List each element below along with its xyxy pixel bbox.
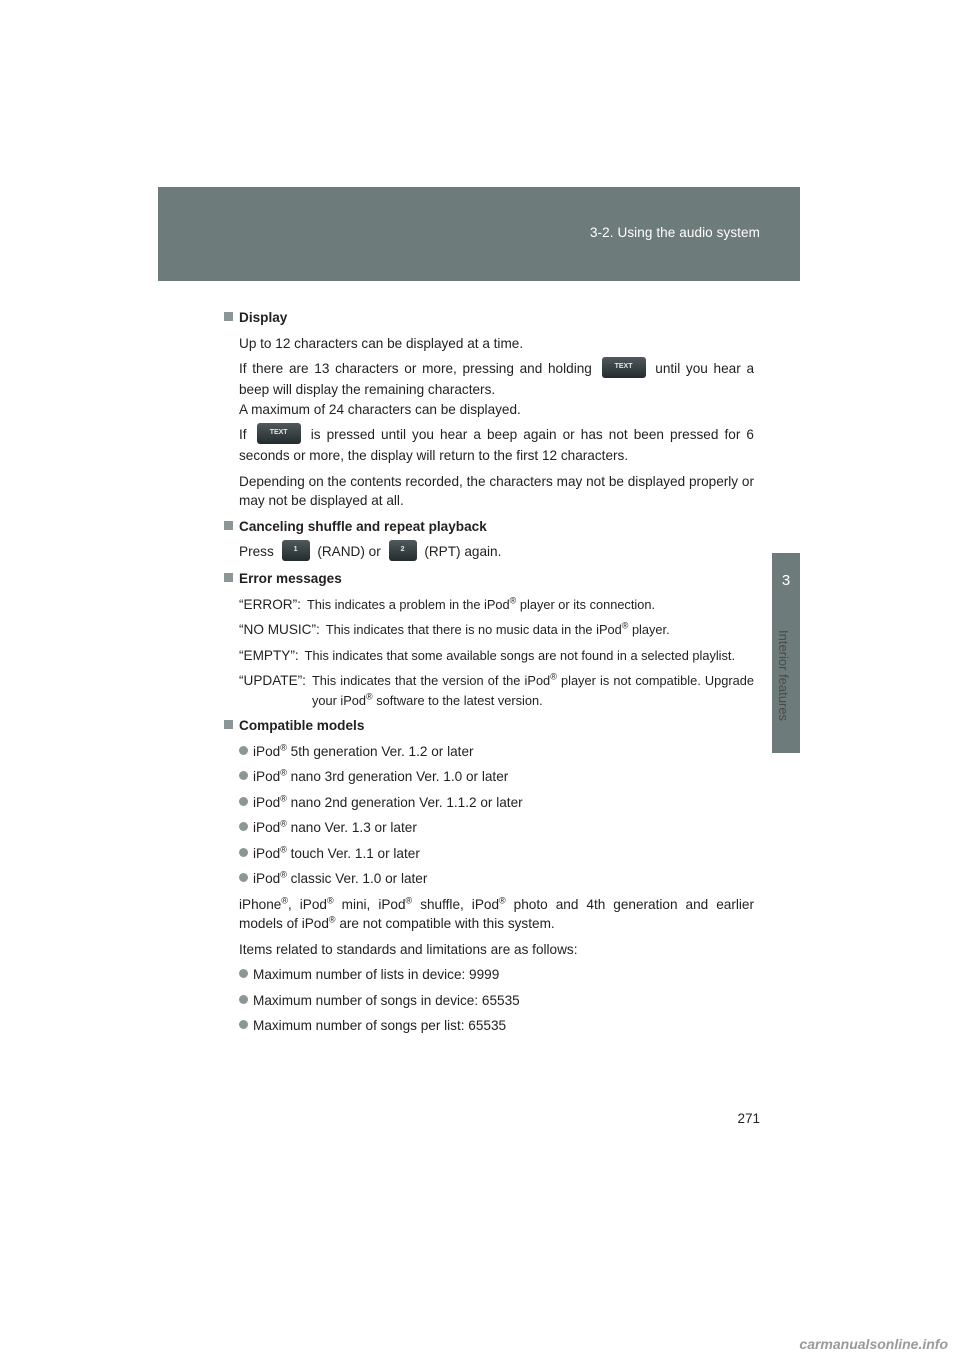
square-bullet-icon xyxy=(224,573,233,582)
page-number: 271 xyxy=(737,1111,760,1126)
error-item: “UPDATE”: This indicates that the version of the iPod® player is not compatible. Upgrade your iPod® software to the latest version. xyxy=(239,671,755,708)
list-item: iPod® nano Ver. 1.3 or later xyxy=(239,818,754,838)
list-item: iPod® classic Ver. 1.0 or later xyxy=(239,869,754,889)
display-p1: Up to 12 characters can be displayed at a time. xyxy=(239,335,524,351)
text-button-icon: TEXT xyxy=(257,423,301,444)
square-bullet-icon xyxy=(224,312,233,321)
circle-bullet-icon xyxy=(239,873,248,882)
circle-bullet-icon xyxy=(239,822,248,831)
incompatible-note: iPhone®, iPod® mini, iPod® shuffle, iPod® photo and 4th generation and earlier models of iPod® are not compatible with this system. xyxy=(239,894,755,931)
list-item: iPod® touch Ver. 1.1 or later xyxy=(239,844,754,864)
list-item: iPod® nano 3rd generation Ver. 1.0 or later xyxy=(239,767,754,787)
circle-bullet-icon xyxy=(239,1020,248,1029)
error-item: “NO MUSIC”: This indicates that there is no music data in the iPod® player. xyxy=(239,620,670,637)
watermark: carmanualsonline.info xyxy=(799,1336,948,1352)
errors-heading: Error messages xyxy=(224,569,754,589)
cancel-heading: Canceling shuffle and repeat playback xyxy=(224,517,754,537)
error-item: “ERROR”: This indicates a problem in the iPod® player or its connection. xyxy=(239,595,656,612)
list-item: Maximum number of songs in device: 65535 xyxy=(239,991,754,1011)
circle-bullet-icon xyxy=(239,746,248,755)
circle-bullet-icon xyxy=(239,995,248,1004)
text-button-icon: TEXT xyxy=(602,357,646,378)
limits-intro: Items related to standards and limitations are as follows: xyxy=(239,941,578,957)
compatible-heading: Compatible models xyxy=(224,716,754,736)
circle-bullet-icon xyxy=(239,771,248,780)
list-item: iPod® nano 2nd generation Ver. 1.1.2 or later xyxy=(239,793,754,813)
cancel-p: Press 1 (RAND) or 2 (RPT) again. xyxy=(239,542,754,563)
display-section xyxy=(224,334,754,511)
circle-bullet-icon xyxy=(239,797,248,806)
display-p4: Depending on the contents recorded, the characters may not be displayed properly or may not be displayed at all. xyxy=(239,473,754,508)
section-header-bar xyxy=(158,187,800,281)
compatible-section xyxy=(224,742,754,1036)
display-heading: Display xyxy=(224,308,754,328)
page-content xyxy=(224,308,754,1036)
button-2-icon: 2 xyxy=(389,540,417,561)
list-item: Maximum number of songs per list: 65535 xyxy=(239,1016,754,1036)
square-bullet-icon xyxy=(224,521,233,530)
display-p2: If there are 13 characters or more, pressing and holding TEXT until you hear a beep will display the remaining characters. A maximum of 24 characters can be displayed. xyxy=(239,359,754,419)
circle-bullet-icon xyxy=(239,848,248,857)
errors-section xyxy=(224,595,754,711)
list-item: Maximum number of lists in device: 9999 xyxy=(239,965,754,985)
display-p3: If TEXT is pressed until you hear a beep again or has not been pressed for 6 seconds or more, the display will return to the first 12 characters. xyxy=(239,425,754,466)
chapter-label: Interior features xyxy=(776,630,791,722)
chapter-number: 3 xyxy=(781,572,791,589)
list-item: iPod® 5th generation Ver. 1.2 or later xyxy=(239,742,754,762)
section-title: 3-2. Using the audio system xyxy=(589,225,760,240)
square-bullet-icon xyxy=(224,720,233,729)
error-item: “EMPTY”: This indicates that some available songs are not found in a selected playlist. xyxy=(239,647,736,663)
cancel-section xyxy=(224,542,754,563)
circle-bullet-icon xyxy=(239,969,248,978)
button-1-icon: 1 xyxy=(282,540,310,561)
